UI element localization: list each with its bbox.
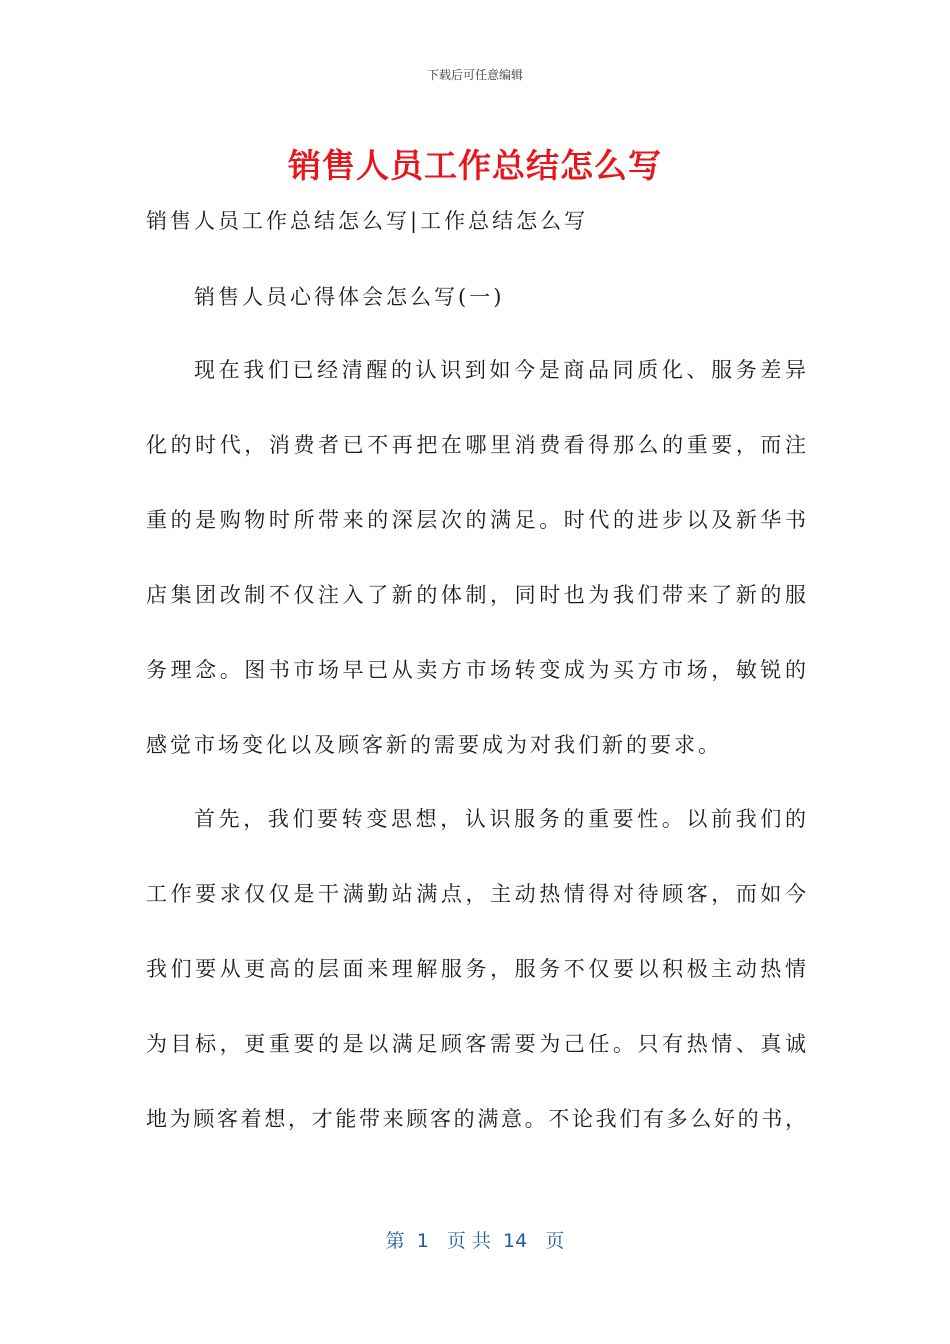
header-note: 下载后可任意编辑 — [426, 68, 523, 82]
paragraph-1-line: 重的是购物时所带来的深层次的满足。时代的进步以及新华书 — [146, 508, 806, 532]
paragraph-1-line: 感觉市场变化以及顾客新的需要成为对我们新的要求。 — [146, 733, 722, 757]
paragraph-1-line: 化的时代，消费者已不再把在哪里消费看得那么的重要，而注 — [146, 433, 806, 457]
section-heading: 销售人员心得体会怎么写(一) — [194, 285, 505, 309]
paragraph-1-line: 务理念。图书市场早已从卖方市场转变成为买方市场，敏锐的 — [146, 658, 806, 682]
paragraph-1-line: 现在我们已经清醒的认识到如今是商品同质化、服务差异 — [194, 358, 806, 382]
paragraph-2-line: 工作要求仅仅是干满勤站满点，主动热情得对待顾客，而如今 — [146, 882, 806, 906]
document-subtitle: 销售人员工作总结怎么写|工作总结怎么写 — [146, 209, 589, 233]
paragraph-2-line: 首先，我们要转变思想，认识服务的重要性。以前我们的 — [194, 807, 806, 831]
paragraph-2-line: 为目标，更重要的是以满足顾客需要为己任。只有热情、真诚 — [146, 1032, 806, 1056]
document-title: 销售人员工作总结怎么写 — [288, 146, 662, 185]
page-footer: 第 1 页 共 14 页 — [385, 1230, 565, 1252]
paragraph-1-line: 店集团改制不仅注入了新的体制，同时也为我们带来了新的服 — [146, 583, 806, 607]
paragraph-2-line: 我们要从更高的层面来理解服务，服务不仅要以积极主动热情 — [146, 957, 806, 981]
paragraph-2-line: 地为顾客着想，才能带来顾客的满意。不论我们有多么好的书， — [146, 1107, 806, 1131]
